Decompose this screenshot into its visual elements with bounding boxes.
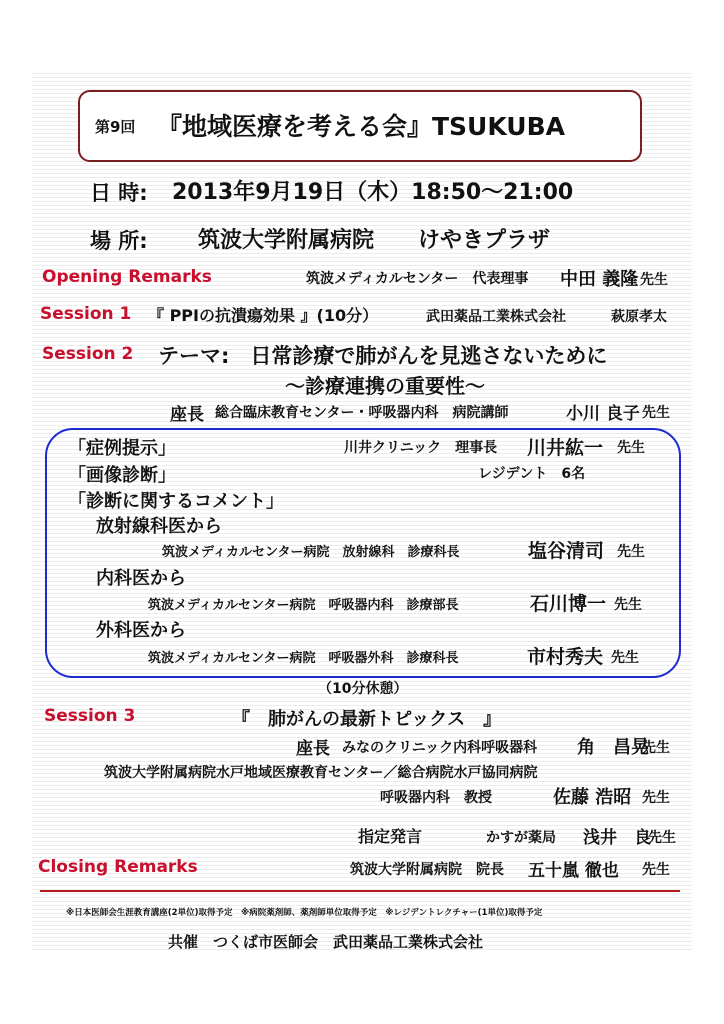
session3-speaker-suffix: 先生 (642, 790, 670, 806)
case-label: 「症例提示」 (68, 438, 176, 459)
session2-chair-label: 座長 (170, 405, 204, 425)
sponsor: 共催 つくば市医師会 武田薬品工業株式会社 (168, 933, 484, 951)
break-text: （10分休憩） (318, 681, 408, 697)
opening-suffix: 先生 (640, 272, 668, 288)
comment-label: 「診断に関するコメント」 (68, 491, 284, 512)
session3-chair-org: みなのクリニック内科呼吸器科 (342, 740, 538, 756)
date-value: 2013年9月19日（木）18:50〜21:00 (172, 180, 574, 205)
session3-speaker-org2: 呼吸器内科 教授 (380, 790, 492, 806)
designated-suffix: 先生 (648, 830, 676, 846)
radiology-label: 放射線科医から (96, 516, 222, 537)
closing-suffix: 先生 (642, 862, 670, 878)
opening-name: 中田 義隆 (560, 269, 639, 290)
opening-org: 筑波メディカルセンター 代表理事 (306, 271, 529, 287)
closing-org: 筑波大学附属病院 院長 (350, 862, 504, 878)
session3-chair-name: 角 昌晃 (577, 737, 649, 758)
internal-suffix: 先生 (614, 597, 642, 613)
internal-org: 筑波メディカルセンター病院 呼吸器内科 診療部長 (148, 598, 459, 613)
title-prefix: 第9回 (95, 118, 136, 136)
session2-chair-suffix: 先生 (642, 405, 670, 421)
session2-chair-name: 小川 良子 (566, 404, 640, 424)
radiology-org: 筑波メディカルセンター病院 放射線科 診療科長 (162, 545, 460, 560)
internal-name: 石川博一 (530, 593, 607, 615)
surgery-name: 市村秀夫 (527, 646, 604, 668)
closing-name: 五十嵐 徹也 (528, 861, 619, 881)
radiology-suffix: 先生 (617, 544, 645, 560)
date-label: 日 時: (90, 181, 148, 205)
session3-chair-suffix: 先生 (642, 740, 670, 756)
imaging-label: 「画像診断」 (68, 465, 176, 486)
session3-speaker-org1: 筑波大学附属病院水戸地域医療教育センター／総合病院水戸協同病院 (104, 765, 538, 781)
surgery-suffix: 先生 (611, 650, 639, 666)
session2-chair-org: 総合臨床教育センター・呼吸器内科 病院講師 (215, 405, 509, 421)
opening-heading: Opening Remarks (42, 267, 212, 287)
place-label: 場 所: (90, 229, 148, 253)
case-org: 川井クリニック 理事長 (344, 440, 498, 456)
session3-speaker-name: 佐藤 浩昭 (553, 787, 632, 808)
session1-name: 萩原孝太 (611, 309, 667, 325)
imaging-who: レジデント 6名 (478, 466, 586, 482)
session1-org: 武田薬品工業株式会社 (426, 309, 566, 325)
designated-name: 浅井 良 (583, 828, 651, 848)
footnote: ※日本医師会生涯教育講座(2単位)取得予定 ※病院薬剤師、薬剤師単位取得予定 ※レジデントレクチャー(1単位)取得予定 (66, 908, 543, 918)
case-suffix: 先生 (617, 440, 645, 456)
session3-chair-label: 座長 (296, 739, 330, 759)
footer-divider (40, 890, 680, 892)
session3-heading: Session 3 (44, 706, 136, 726)
internal-label: 内科医から (96, 568, 186, 589)
designated-label: 指定発言 (358, 827, 423, 846)
session1-heading: Session 1 (40, 304, 132, 324)
session1-topic: 『 PPIの抗潰瘍効果 』(10分） (148, 306, 379, 325)
closing-heading: Closing Remarks (38, 857, 198, 877)
surgery-label: 外科医から (96, 620, 186, 641)
place-value: 筑波大学附属病院 けやきプラザ (198, 228, 551, 253)
session3-topic: 『 肺がんの最新トピックス 』 (232, 709, 502, 730)
session2-heading: Session 2 (42, 344, 134, 364)
case-name: 川井紘一 (527, 437, 604, 459)
designated-org: かすが薬局 (486, 830, 556, 846)
radiology-name: 塩谷清司 (528, 540, 605, 562)
session2-subtheme: 〜診療連携の重要性〜 (285, 374, 485, 398)
session2-theme: テーマ: 日常診療で肺がんを見逃さないために (158, 344, 608, 368)
surgery-org: 筑波メディカルセンター病院 呼吸器外科 診療科長 (148, 651, 459, 666)
page-title: 『地域医療を考える会』TSUKUBA (157, 112, 565, 141)
